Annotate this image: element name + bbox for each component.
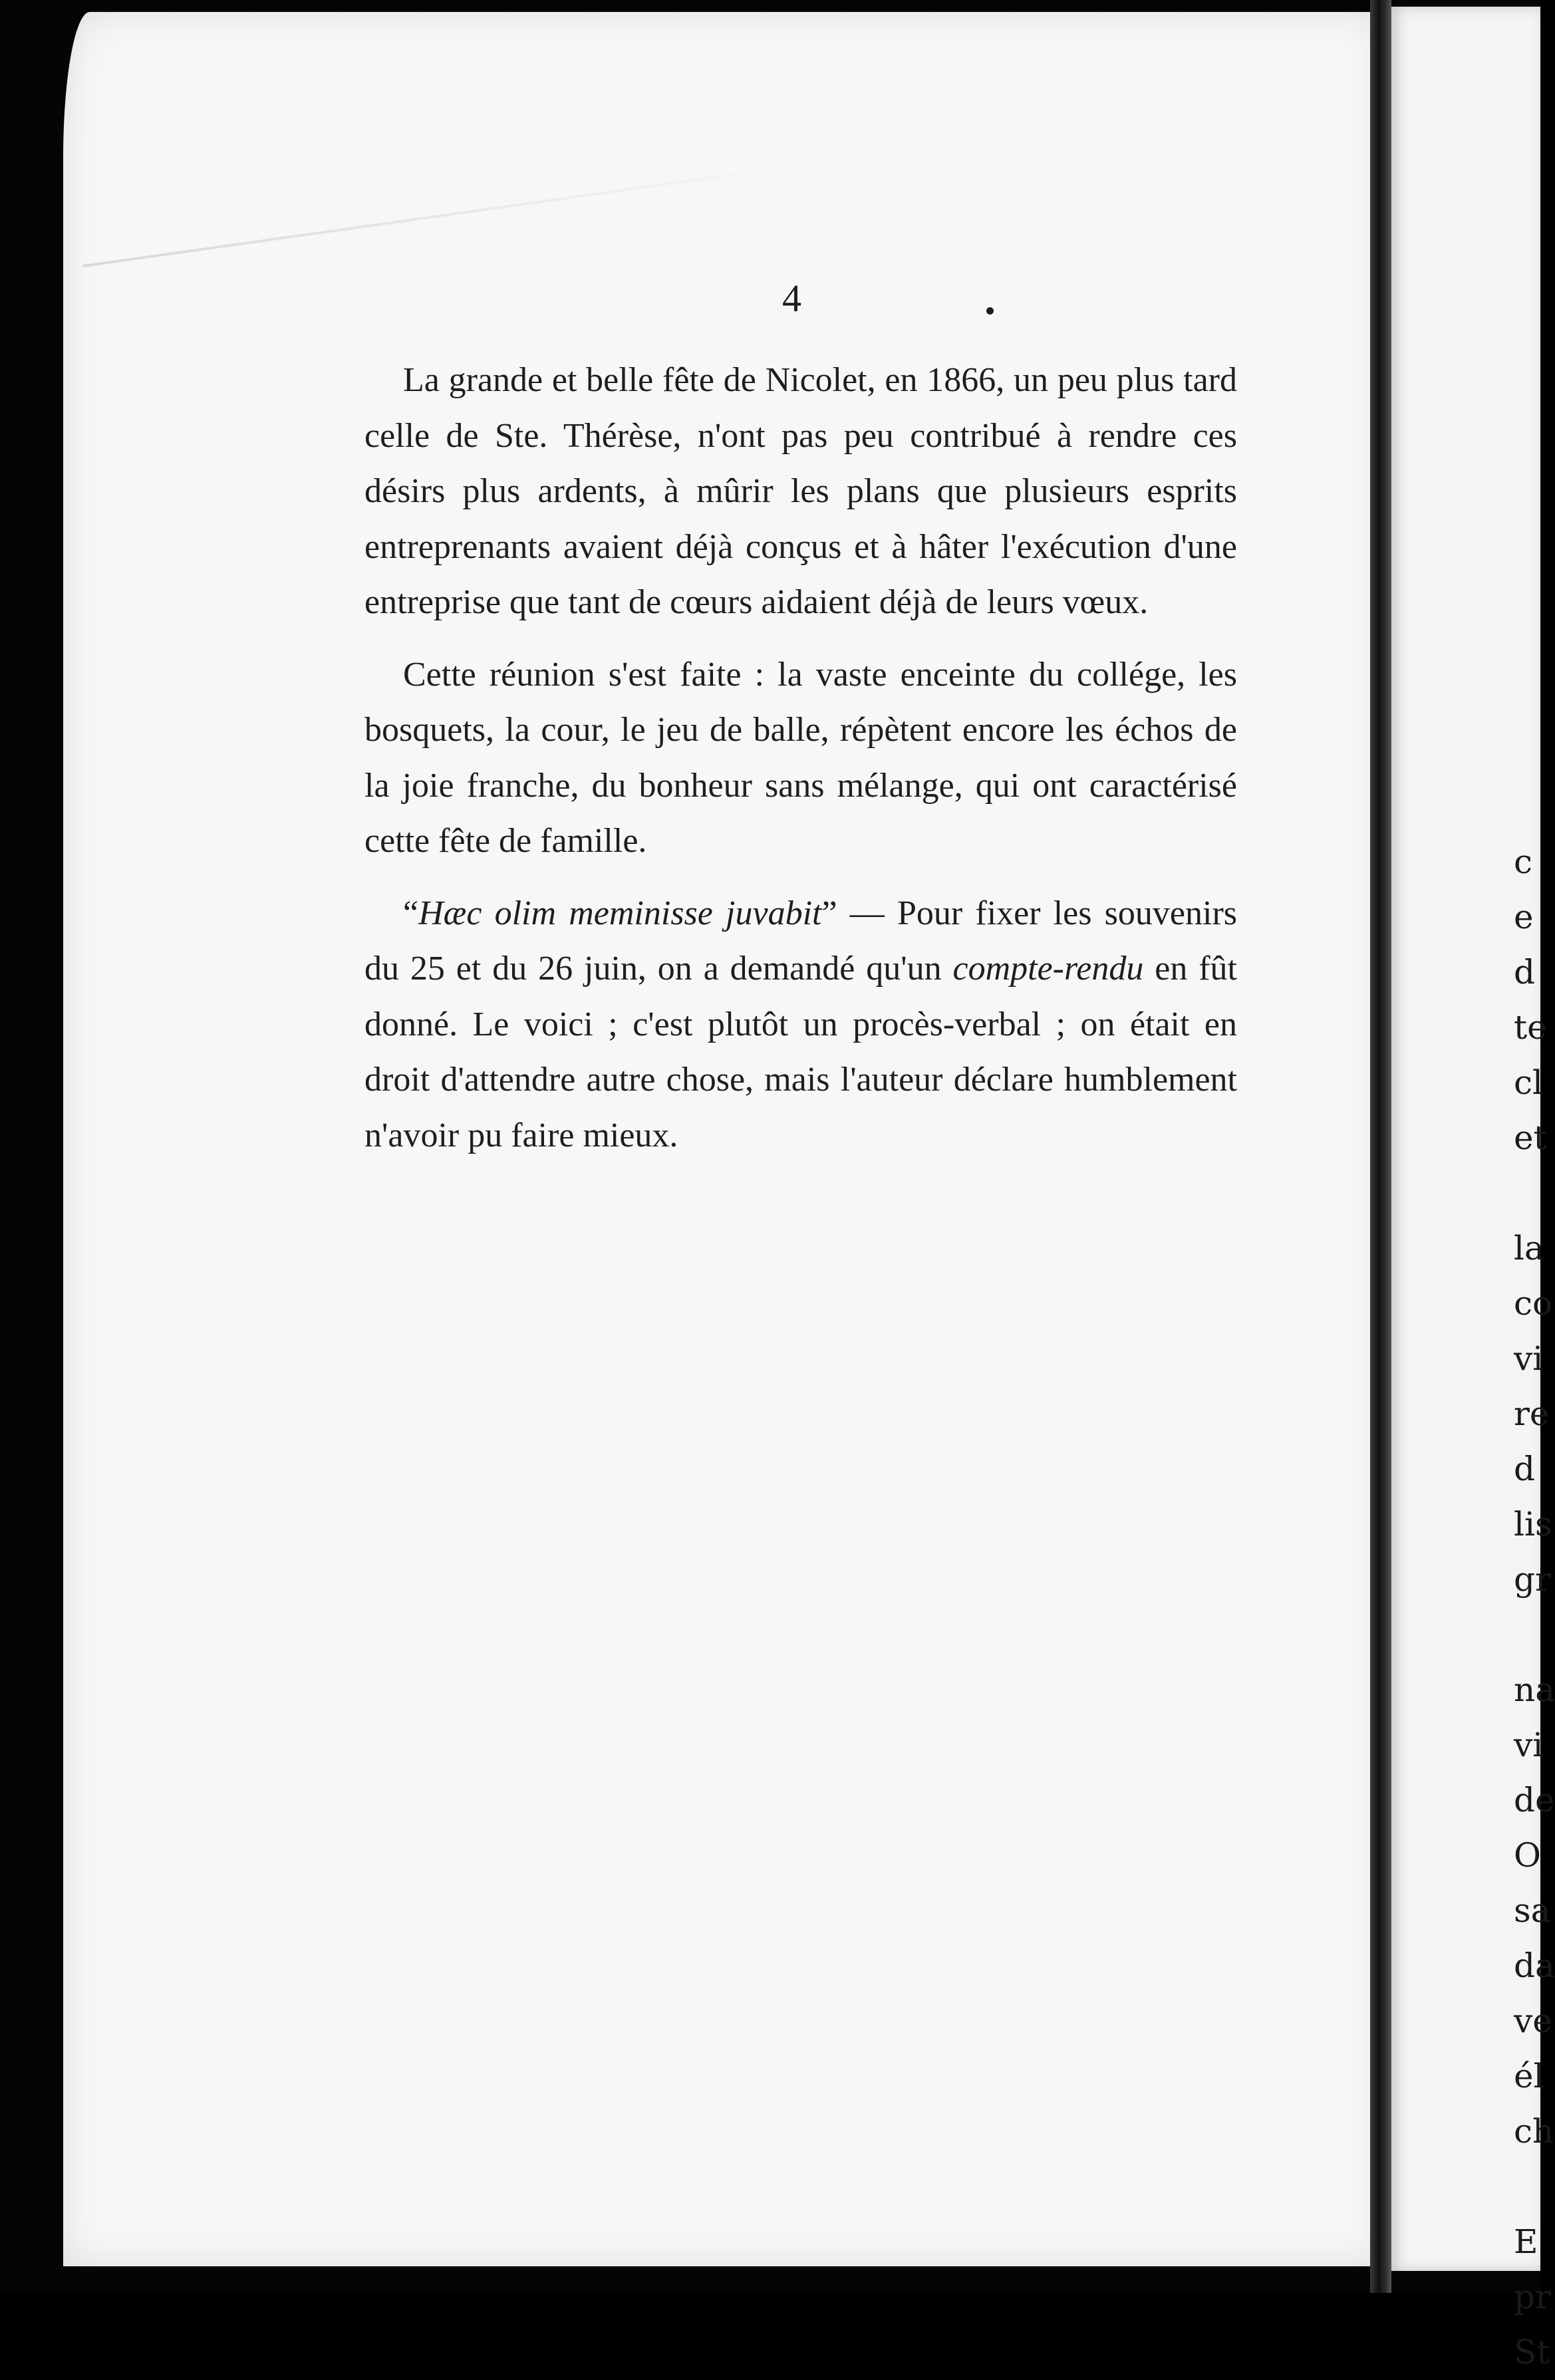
paragraph-3-text-c: en fût donné. Le voici ; c'est plutôt un procès-verbal ; on était en droit d'attendre autre chose, mais l'auteur déclare humblement n'avoir pu faire mieux.: [364, 950, 1238, 1154]
fragment: da: [1514, 1946, 1555, 1985]
fragment: gr: [1514, 1560, 1551, 1599]
paragraph-3-text-a: — Pour fixer les souvenirs du 25 et du 26 juin, on a demandé qu'un: [364, 894, 1237, 988]
fragment: c: [1514, 843, 1533, 881]
paragraph-2: Cette réunion s'est faite : la vaste enceinte du collége, les bosquets, la cour, le jeu de balle, répètent encore les échos de la joie franche, du bonheur sans mélange, qui ont caractérisé cette fête de famille.: [364, 655, 1237, 860]
fragment: la: [1514, 1229, 1544, 1267]
fragment: O: [1514, 1836, 1541, 1875]
right-page-text-fragments: [1514, 835, 1555, 2380]
page-number: 4: [782, 277, 801, 320]
fragment: re: [1514, 1394, 1550, 1433]
book-gutter: [1370, 0, 1391, 2293]
fragment: St: [1514, 2333, 1550, 2371]
fragment: ch: [1514, 2112, 1554, 2151]
fragment: él: [1514, 2057, 1544, 2095]
italic-term: compte-rendu: [952, 950, 1144, 988]
fragment: ve: [1514, 2002, 1552, 2040]
fragment: vi: [1514, 1339, 1544, 1378]
quote-close-mark: ”: [821, 894, 837, 932]
fragment: te: [1514, 1008, 1547, 1047]
fragment: lis: [1514, 1505, 1552, 1543]
fragment: cl: [1514, 1063, 1543, 1102]
latin-quote: Hæc olim meminisse juvabit: [418, 894, 822, 932]
fragment: e: [1514, 898, 1534, 936]
fragment: na: [1514, 1670, 1555, 1709]
fragment: et: [1514, 1119, 1547, 1157]
body-text: [364, 352, 1237, 1180]
paragraph-3: [364, 886, 1237, 1164]
paragraph-1: La grande et belle fête de Nicolet, en 1866, un peu plus tard celle de Ste. Thérèse, n'ont pas peu contribué à rendre ces désirs plus ardents, à mûrir les plans que plusieurs esprits entreprenants avaient déjà conçus et à hâter l'exécution d'une entreprise que tant de cœurs aidaient déjà de leurs vœux.: [364, 361, 1237, 621]
fragment: d: [1514, 953, 1536, 992]
fragment: de: [1514, 1781, 1555, 1819]
ink-dot: [986, 307, 994, 315]
fragment: sa: [1514, 1891, 1551, 1930]
fragment: vi: [1514, 1726, 1544, 1764]
quote-open-mark: “: [403, 894, 419, 932]
fragment: E: [1514, 2222, 1538, 2261]
fragment: co: [1514, 1284, 1553, 1323]
fragment: pr: [1514, 2278, 1551, 2316]
fragment: d: [1514, 1450, 1536, 1488]
